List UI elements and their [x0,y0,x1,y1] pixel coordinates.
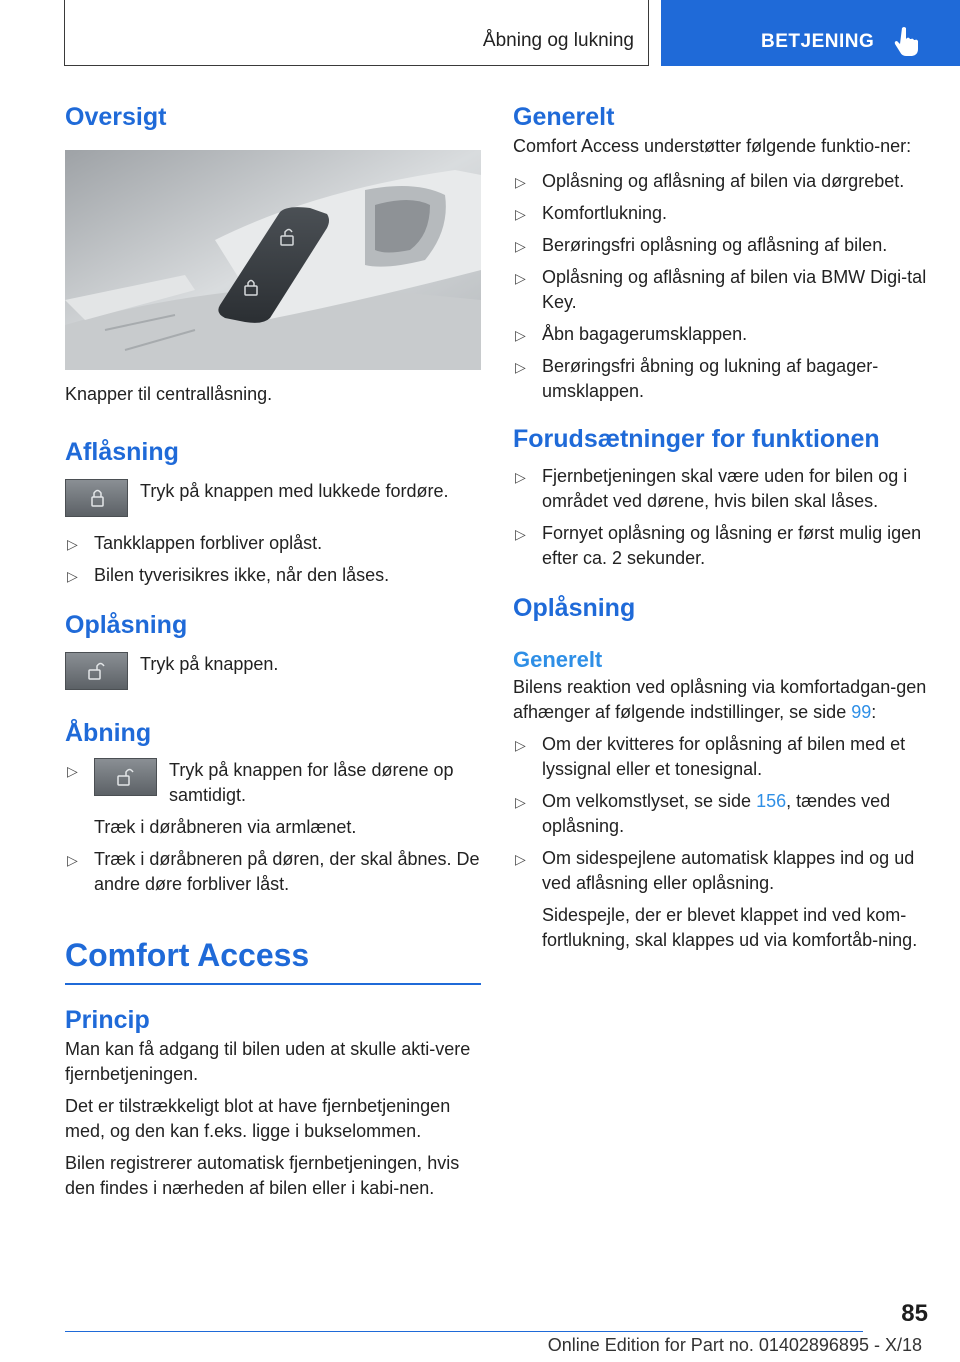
list-item: ▷ Tankklappen forbliver oplåst. [65,531,481,556]
footer-rule [65,1331,863,1332]
page-link-99[interactable]: 99 [851,702,872,722]
bullet-triangle-icon: ▷ [515,737,526,753]
heading-oversigt: Oversigt [65,103,167,131]
lock-button-image [65,479,128,517]
list-item: ▷ Åbn bagagerumsklappen. [513,322,931,347]
bullet-triangle-icon: ▷ [515,174,526,190]
heading-rule [65,983,481,985]
list-item: ▷ Berøringsfri oplåsning og aflåsning af bilen. [513,233,931,258]
heading-princip: Princip [65,1006,150,1034]
bullet-triangle-icon: ▷ [515,359,526,375]
bullet-triangle-icon: ▷ [515,327,526,343]
door-handle-photo [65,150,481,370]
list-item: ▷ Træk i døråbneren på døren, der skal åbnes. De andre døre forbliver låst. [67,849,480,894]
list-item: ▷ Tryk på knappen for låse dørene op samtidigt. [67,760,454,805]
page-link-156[interactable]: 156 [756,791,787,811]
bullet-triangle-icon: ▷ [515,526,526,542]
page-number: 85 [901,1300,928,1327]
heading-comfort-access: Comfort Access [65,937,310,973]
lock-icon [66,480,129,518]
bullet-triangle-icon: ▷ [515,206,526,222]
aflasning-row [65,479,481,517]
bullet-triangle-icon: ▷ [515,270,526,286]
header-chapter-box [661,0,960,66]
header-section-box [64,0,649,66]
aflasning-text: Tryk på knappen med lukkede fordøre. [140,481,449,501]
bullet-triangle-icon: ▷ [515,794,526,810]
list-item: ▷ Om sidespejlene automatisk klappes ind og ud ved aflåsning eller oplåsning. [515,848,915,893]
header-chapter-title: BETJENING [761,31,875,52]
list-item: ▷ Om der kvitteres for oplåsning af bilen med et lyssignal eller et tonesignal. [515,734,906,779]
list-item-sub: Træk i døråbneren via armlænet. [94,817,357,837]
oplasning-text: Tryk på knappen. [140,654,279,674]
unlock-button-image [94,758,157,796]
heading-oplasning-right: Oplåsning [513,594,636,622]
bullet-triangle-icon: ▷ [515,238,526,254]
footer-edition: Online Edition for Part no. 01402896895 - X/18 [547,1335,922,1355]
photo-caption: Knapper til centrallåsning. [65,384,273,404]
princip-paragraph: Man kan få adgang til bilen uden at skulle akti-vere fjernbetjeningen. [65,1039,471,1084]
pointing-hand-icon [893,26,919,56]
list-item: ▷ Bilen tyverisikres ikke, når den låses. [65,563,481,588]
list-item: ▷ Berøringsfri åbning og lukning af bagager-umsklappen. [515,356,879,401]
list-item: ▷ Om velkomstlyset, se side 156, tændes ved oplåsning. [515,791,891,836]
bullet-triangle-icon: ▷ [67,568,78,584]
unlock-icon [66,653,129,691]
heading-generelt: Generelt [513,103,615,131]
heading-aflasning: Aflåsning [65,438,179,466]
bullet-triangle-icon: ▷ [515,469,526,485]
bullet-triangle-icon: ▷ [67,763,78,779]
list-item-sub: Sidespejle, der er blevet klappet ind ved kom-fortlukning, skal klappes ud via komfortåb-ning. [542,905,918,950]
generelt-intro: Comfort Access understøtter følgende funktio-ner: [513,136,912,156]
heading-abning: Åbning [65,719,152,747]
unlock-icon [95,759,158,797]
unlock-button-image [65,652,128,690]
list-item: ▷ Oplåsning og aflåsning af bilen via BMW Digi-tal Key. [515,267,927,312]
list-item: ▷ Komfortlukning. [513,201,931,226]
oplasning-row [65,652,481,690]
left-column [65,100,481,1208]
heading-oplasning: Oplåsning [65,611,188,639]
list-item: ▷ Oplåsning og aflåsning af bilen via dørgrebet. [513,169,931,194]
list-item: ▷ Fjernbetjeningen skal være uden for bilen og i området ved dørene, hvis bilen skal låses. [515,466,908,511]
list-item: ▷ Fornyet oplåsning og låsning er først mulig igen efter ca. 2 sekunder. [515,523,922,568]
heading-forudsaetninger: Forudsætninger for funktionen [513,425,880,453]
right-column [513,100,931,960]
bullet-triangle-icon: ▷ [67,536,78,552]
bullet-triangle-icon: ▷ [67,852,78,868]
bullet-triangle-icon: ▷ [515,851,526,867]
princip-paragraph: Bilen registrerer automatisk fjernbetjeningen, hvis den findes i nærheden af bilen eller i kabi-nen. [65,1153,460,1198]
princip-paragraph: Det er tilstrækkeligt blot at have fjernbetjeningen med, og den kan f.eks. ligge i bukselommen. [65,1096,451,1141]
header-section-title: Åbning og lukning [482,30,634,51]
generelt2-paragraph: Bilens reaktion ved oplåsning via komfortadgan-gen afhænger af følgende indstillinger, se side 99: [513,677,927,722]
heading-generelt-sub: Generelt [513,647,603,672]
